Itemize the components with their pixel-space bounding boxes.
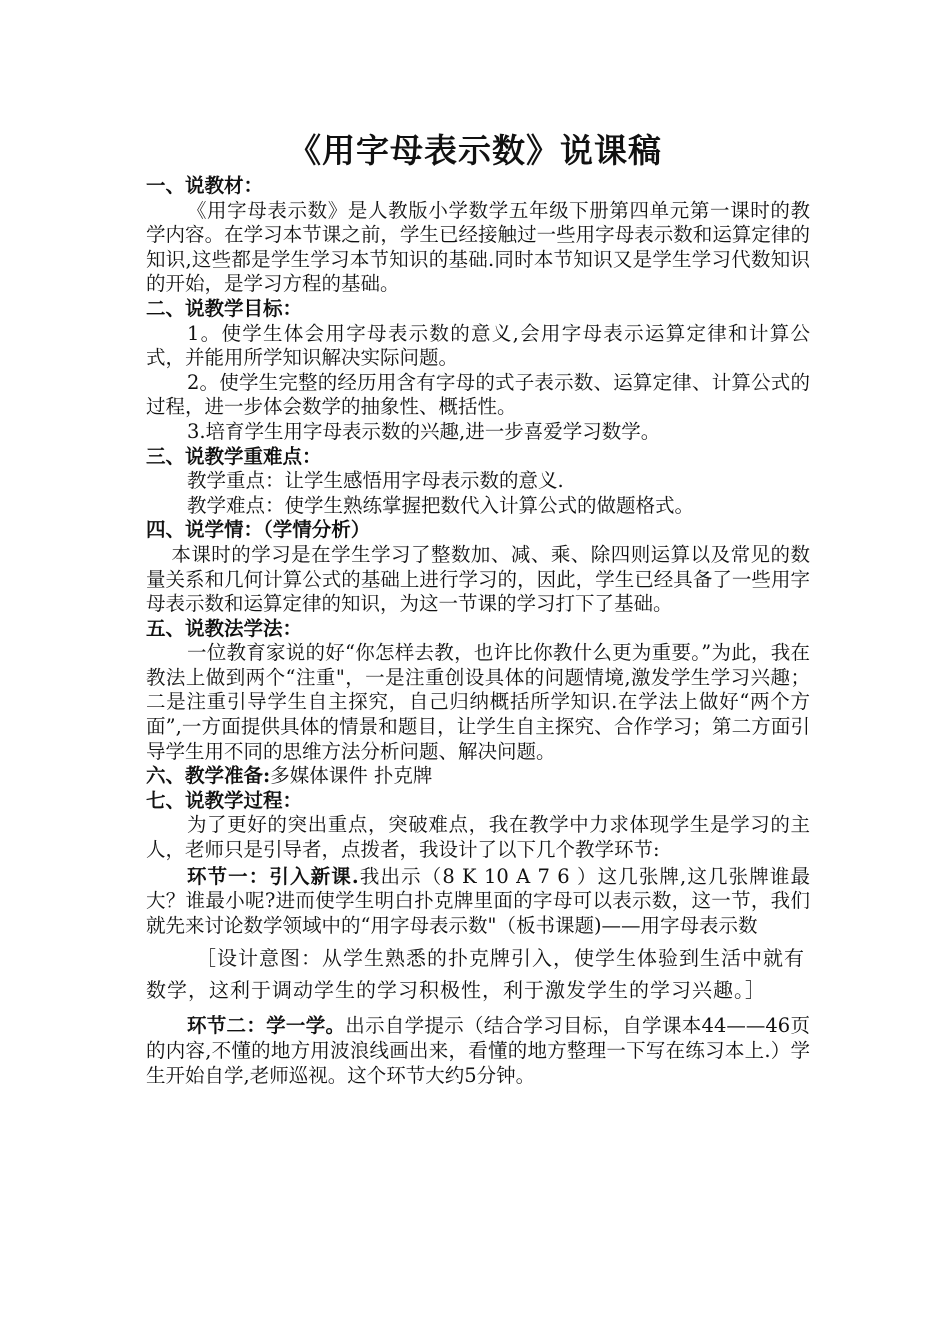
step-1-text: 我出示（8 K 10 A 7 6 ）这几张牌,这几张牌谁最大？谁最小呢?进而使学生明白扑克牌里面的字母可以表示数，这一节，我们就先来讨论数学领域中的“用字母表示数"（板书课题)——用字母表示数 — [146, 864, 810, 937]
section-heading-materials: 一、说教材： — [146, 174, 264, 197]
goal-item-2: 2。使学生完整的经历用含有字母的式子表示数、运算定律、计算公式的过程，进一步体会数学的抽象性、概括性。 — [146, 370, 810, 419]
paragraph-materials: 《用字母表示数》是人教版小学数学五年级下册第四单元第一课时的教学内容。在学习本节课之前，学生已经接触过一些用字母表示数和运算定律的知识,这些都是学生学习本节知识的基础.同时本节知识又是学生学习代数知识的开始，是学习方程的基础。 — [146, 198, 810, 296]
paragraph-step-2 — [146, 1014, 810, 1088]
difficult-point-text: 教学难点：使学生熟练掌握把数代入计算公式的做题格式。 — [186, 493, 694, 517]
preparation-text: 多媒体课件 扑克牌 — [270, 764, 433, 788]
goal-item-3: 3.培育学生用字母表示数的兴趣,进一步喜爱学习数学。 — [186, 419, 661, 443]
paragraph-methods: 一位教育家说的好“你怎样去教，也许比你教什么更为重要。”为此，我在教法上做到两个“注重"，一是注重创设具体的问题情境,激发学生学习兴趣；二是注重引导学生自主探究，自己归纳概括所学知识.在学法上做好“两个方面”,一方面提供具体的情景和题目，让学生自主探究、合作学习；第二方面引导学生用不同的思维方法分析问题、解决问题。 — [146, 641, 810, 763]
step-2-text: 出示自学提示（结合学习目标，自学课本44——46页的内容,不懂的地方用波浪线画出来，看懂的地方整理一下写在练习本上.）学生开始自学,老师巡视。这个环节大约5分钟。 — [146, 1014, 810, 1087]
paragraph-step-1 — [146, 865, 810, 939]
section-heading-methods: 五、说教法学法： — [146, 616, 303, 640]
key-point-text: 教学重点：让学生感悟用字母表示数的意义. — [186, 469, 564, 493]
teaching-preparation-line — [146, 764, 810, 789]
section-heading-learning-analysis: 四、说学情：（学情分析） — [146, 518, 371, 542]
section-heading-process: 七、说教学过程： — [146, 788, 303, 812]
section-heading-preparation: 六、教学准备: — [146, 764, 271, 788]
section-heading-goals: 二、说教学目标： — [146, 296, 303, 320]
design-intent-note: ［设计意图：从学生熟悉的扑克牌引入，使学生体验到生活中就有数学，这利于调动学生的学习积极性，利于激发学生的学习兴趣。］ — [146, 946, 805, 1003]
document-body — [146, 174, 810, 1088]
step-2-label: 环节二：学一学。 — [186, 1014, 346, 1038]
document-title: 《用字母表示数》说课稿 — [288, 131, 662, 170]
paragraph-learning-analysis: 本课时的学习是在学生学习了整数加、减、乘、除四则运算以及常见的数量关系和几何计算公式的基础上进行学习的，因此，学生已经具备了一些用字母表示数和运算定律的知识，为这一节课的学习打下了基础。 — [146, 542, 810, 616]
section-heading-key-points: 三、说教学重难点： — [146, 444, 322, 468]
step-1-label: 环节一：引入新课. — [186, 864, 359, 888]
paragraph-process-intro: 为了更好的突出重点，突破难点，我在教学中力求体现学生是学习的主人，老师只是引导者，点拨者，我设计了以下几个教学环节: — [146, 813, 810, 862]
goal-item-1: 1。使学生体会用字母表示数的意义,会用字母表示运算定律和计算公式，并能用所学知识解决实际问题。 — [146, 321, 810, 370]
